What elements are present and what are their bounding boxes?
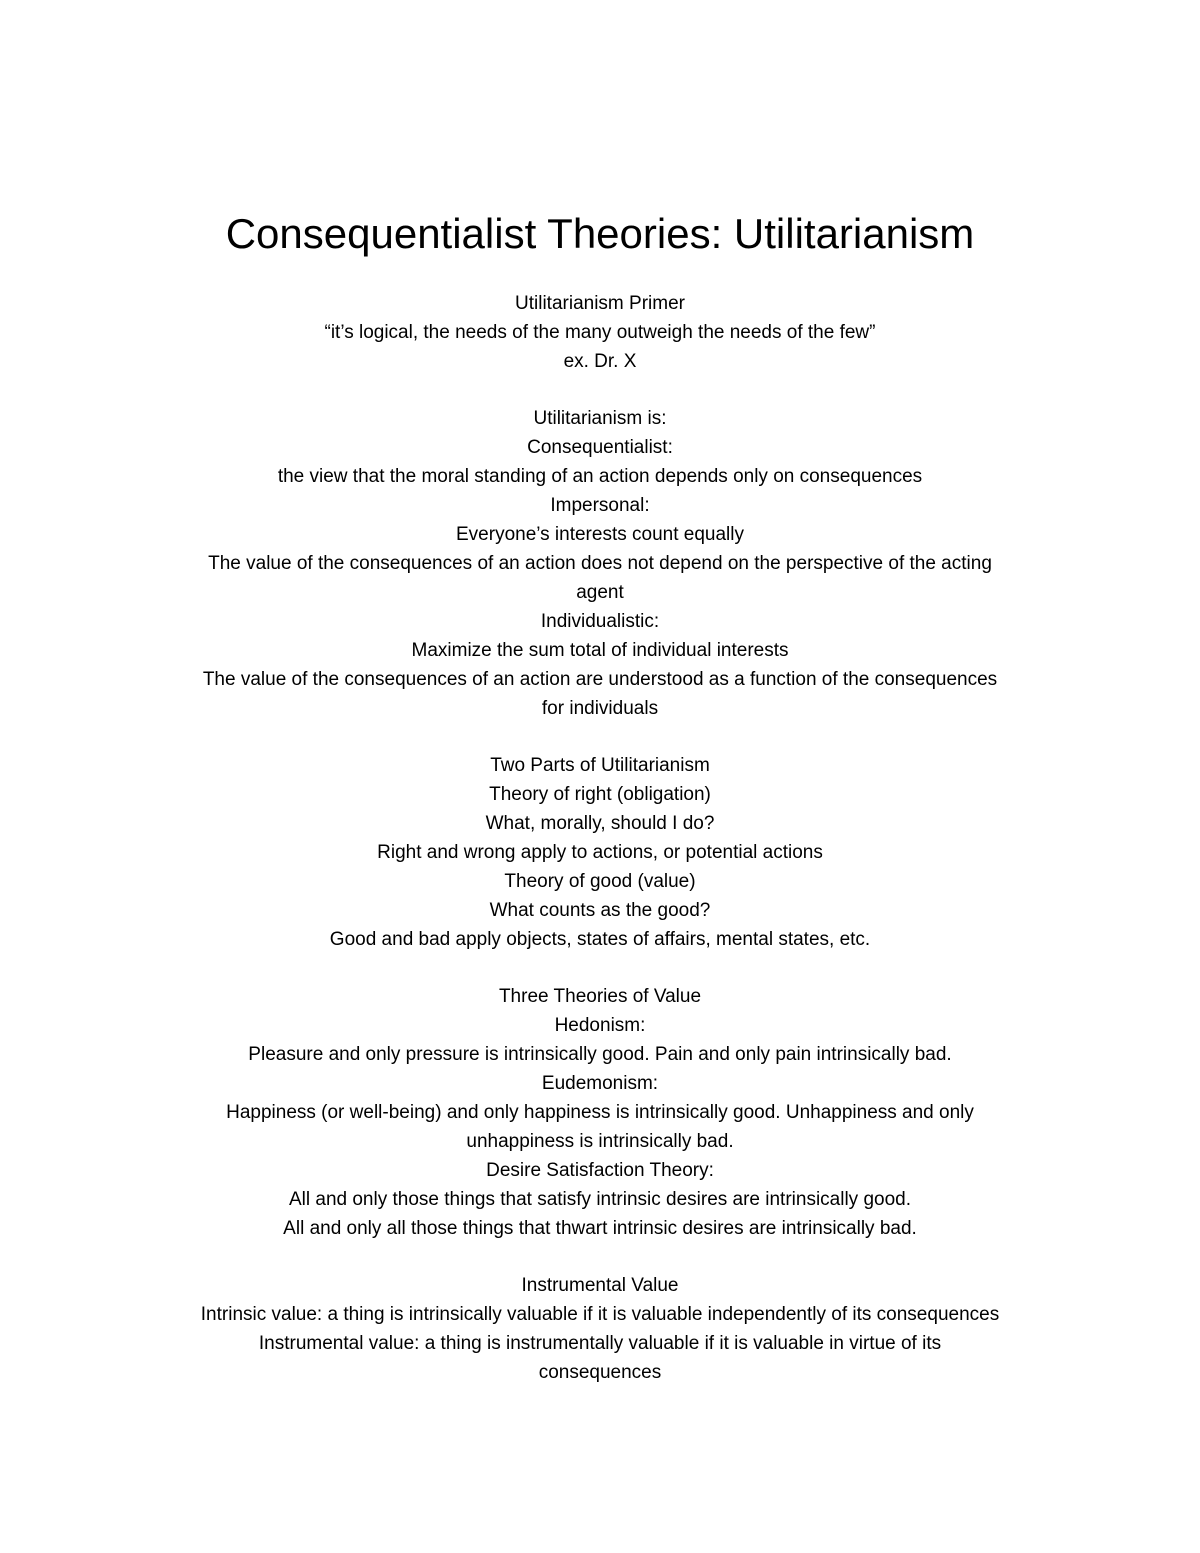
impersonal-line-2: The value of the consequences of an action does not depend on the perspective of the acting	[208, 553, 992, 574]
section-gap	[140, 954, 1060, 982]
section-gap	[140, 723, 1060, 751]
individualistic-line-2-continued: for individuals	[541, 698, 659, 719]
consequentialist-label: Consequentialist:	[527, 437, 673, 458]
theory-of-right-question: What, morally, should I do?	[485, 813, 715, 834]
primer-heading: Utilitarianism Primer	[515, 293, 685, 314]
desire-satisfaction-bad: All and only all those things that thwart intrinsic desires are intrinsically bad.	[283, 1218, 917, 1239]
theory-of-good-label: Theory of good (value)	[504, 871, 696, 892]
primer-example: ex. Dr. X	[563, 351, 637, 372]
is-heading: Utilitarianism is:	[533, 408, 667, 429]
section-gap	[140, 376, 1060, 404]
theory-of-right-label: Theory of right (obligation)	[489, 784, 711, 805]
impersonal-line-1: Everyone’s interests count equally	[456, 524, 744, 545]
hedonism-definition: Pleasure and only pressure is intrinsically good. Pain and only pain intrinsically bad.	[248, 1044, 952, 1065]
primer-quote: “it’s logical, the needs of the many outweigh the needs of the few”	[324, 322, 876, 343]
impersonal-label: Impersonal:	[550, 495, 650, 516]
document-body	[140, 289, 1060, 1387]
desire-satisfaction-label: Desire Satisfaction Theory:	[486, 1160, 714, 1181]
theory-of-right-definition: Right and wrong apply to actions, or potential actions	[377, 842, 823, 863]
eudemonism-label: Eudemonism:	[541, 1073, 659, 1094]
individualistic-line-2: The value of the consequences of an action are understood as a function of the consequences	[202, 669, 998, 690]
eudemonism-definition-continued: unhappiness is intrinsically bad.	[466, 1131, 734, 1152]
consequentialist-definition: the view that the moral standing of an action depends only on consequences	[277, 466, 923, 487]
theory-of-good-question: What counts as the good?	[489, 900, 711, 921]
eudemonism-definition: Happiness (or well-being) and only happiness is intrinsically good. Unhappiness and only	[226, 1102, 974, 1123]
two-parts-heading: Two Parts of Utilitarianism	[490, 755, 710, 776]
intrinsic-value-definition: Intrinsic value: a thing is intrinsically valuable if it is valuable independently of its consequences	[200, 1304, 1000, 1325]
individualistic-line-1: Maximize the sum total of individual interests	[411, 640, 789, 661]
individualistic-label: Individualistic:	[540, 611, 660, 632]
section-gap	[140, 1243, 1060, 1271]
impersonal-line-2-continued: agent	[576, 582, 624, 603]
hedonism-label: Hedonism:	[554, 1015, 646, 1036]
instrumental-value-definition: Instrumental value: a thing is instrumentally valuable if it is valuable in virtue of its	[258, 1333, 942, 1354]
instrumental-heading: Instrumental Value	[521, 1275, 679, 1296]
instrumental-value-definition-continued: consequences	[538, 1362, 662, 1383]
theory-of-good-definition: Good and bad apply objects, states of affairs, mental states, etc.	[329, 929, 871, 950]
three-theories-heading: Three Theories of Value	[498, 986, 702, 1007]
desire-satisfaction-good: All and only those things that satisfy intrinsic desires are intrinsically good.	[288, 1189, 912, 1210]
document-title: Consequentialist Theories: Utilitarianism	[225, 210, 975, 257]
